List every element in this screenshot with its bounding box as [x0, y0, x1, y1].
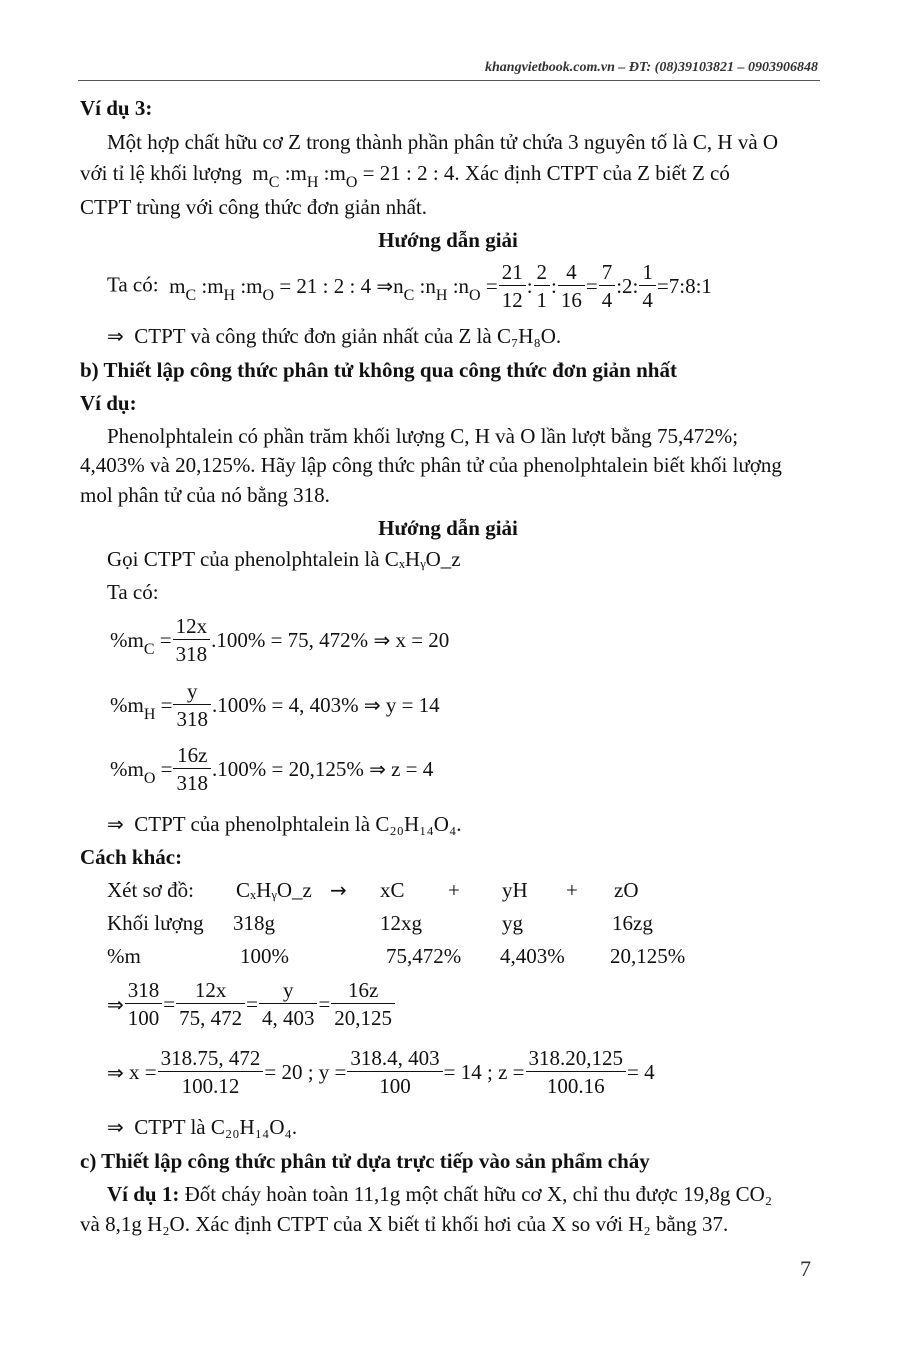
page-header: khangvietbook.com.vn – ĐT: (08)39103821 – 0903906848	[485, 60, 818, 75]
section-c-heading: c) Thiết lập công thức phân tử dựa trực tiếp vào sản phẩm cháy	[80, 1149, 650, 1173]
mass-label: Khối lượng	[107, 911, 204, 935]
mass-cell: yg	[502, 911, 523, 935]
percent-cell: 4,403%	[500, 944, 565, 968]
scheme-h: yH	[502, 878, 528, 902]
percent-cell: 20,125%	[610, 944, 686, 968]
page-number: 7	[800, 1256, 811, 1281]
section-b-line1: Phenolphtalein có phần trăm khối lượng C, H và O lần lượt bằng 75,472%;	[107, 424, 739, 448]
section-c-example-line2: và 8,1g H₂O. Xác định CTPT của X biết tỉ khối hơi của X so với H₂ bằng 37.	[80, 1212, 729, 1236]
scheme-plus: +	[566, 878, 578, 902]
guide-heading-1: Hướng dẫn giải	[378, 228, 518, 252]
section-b-line3: mol phân tử của nó bằng 318.	[80, 483, 330, 507]
scheme-label: Xét sơ đồ:	[107, 878, 194, 902]
mass-cell: 318g	[233, 911, 275, 935]
section-b-conclusion: ⇒ CTPT của phenolphtalein là C₂₀H₁₄O₄.	[107, 812, 462, 836]
percent-cell: 100%	[240, 944, 289, 968]
equation-mc: $\%m_C$ = $\frac{12x}{318}$ .100% = 75, 472% ⇒ x = 20	[110, 614, 450, 666]
reaction-arrow-icon: →	[330, 878, 347, 902]
alt-conclusion: ⇒ CTPT là C₂₀H₁₄O₄.	[107, 1115, 298, 1139]
mass-cell: 12xg	[380, 911, 422, 935]
section-c-example-line1: Ví dụ 1: Đốt cháy hoàn toàn 11,1g một chất hữu cơ X, chỉ thu được 19,8g CO₂	[107, 1182, 773, 1206]
scheme-o: zO	[614, 878, 639, 902]
equation-mh: $\%m_H$ = $\frac{y}{318}$ .100% = 4, 403% ⇒ y = 14	[110, 679, 440, 731]
solve-equation: ⇒ x = $\frac{318.75, 472}{100.12}$ = 20 ; y = $\frac{318.4, 403}{100}$ = 14 ; z = $\frac{318.20,125}{100.16}$ = 4	[107, 1046, 655, 1098]
implies-icon: ⇒	[107, 812, 124, 836]
taco-label: Ta có:	[107, 580, 159, 604]
implies-icon: ⇒	[107, 1115, 124, 1139]
scheme-compound: CₓHᵧO_z	[236, 878, 312, 902]
section-b-heading: b) Thiết lập công thức phân tử không qua công thức đơn giản nhất	[80, 358, 677, 382]
percent-cell: 75,472%	[386, 944, 462, 968]
header-rule	[78, 80, 820, 81]
equation-mo: $\%m_O$ = $\frac{16z}{318}$ .100% = 20,125% ⇒ z = 4	[110, 743, 434, 795]
example-3-line2: với tỉ lệ khối lượng $m_C$ $:m_H$ $:m_O = 21$ : 2 : 4. Xác định CTPT của Z biết Z có	[80, 161, 730, 191]
example-3-conclusion: ⇒ CTPT và công thức đơn giản nhất của Z là C₇H₈O.	[107, 324, 562, 348]
scheme-plus: +	[448, 878, 460, 902]
ratio-equation: Ta có: $m_C$ $:m_H$ $:m_O = 21$ : 2 : 4 $\Rightarrow n_C$ $:n_H$ $:n_O$ = $\frac{21}{12}$ : $\frac{2}{1}$ : $\frac{4}{16}$ = $\frac{7}{4}$ :2: $\frac{1}{4}$ =7:8:1	[107, 260, 712, 312]
section-b-line2: 4,403% và 20,125%. Hãy lập công thức phân tử của phenolphtalein biết khối lượng	[80, 453, 782, 477]
mass-cell: 16zg	[612, 911, 653, 935]
scheme-c: xC	[380, 878, 405, 902]
formula-call: Gọi CTPT của phenolphtalein là CₓHᵧO_z	[107, 547, 461, 571]
example-3-line3: CTPT trùng với công thức đơn giản nhất.	[80, 195, 428, 219]
guide-heading-2: Hướng dẫn giải	[378, 516, 518, 540]
alt-method-title: Cách khác:	[80, 845, 183, 869]
implies-icon: ⇒	[107, 324, 124, 348]
percent-label: %m	[107, 944, 141, 968]
proportion-equation: ⇒ $\frac{318}{100}$ = $\frac{12x}{75, 472}$ = $\frac{y}{4, 403}$ = $\frac{16z}{20,125}$	[107, 980, 396, 1029]
example-3-title: Ví dụ 3:	[80, 96, 153, 120]
section-b-example-title: Ví dụ:	[80, 391, 137, 415]
example-3-line1: Một hợp chất hữu cơ Z trong thành phần phân tử chứa 3 nguyên tố là C, H và O	[107, 130, 779, 154]
